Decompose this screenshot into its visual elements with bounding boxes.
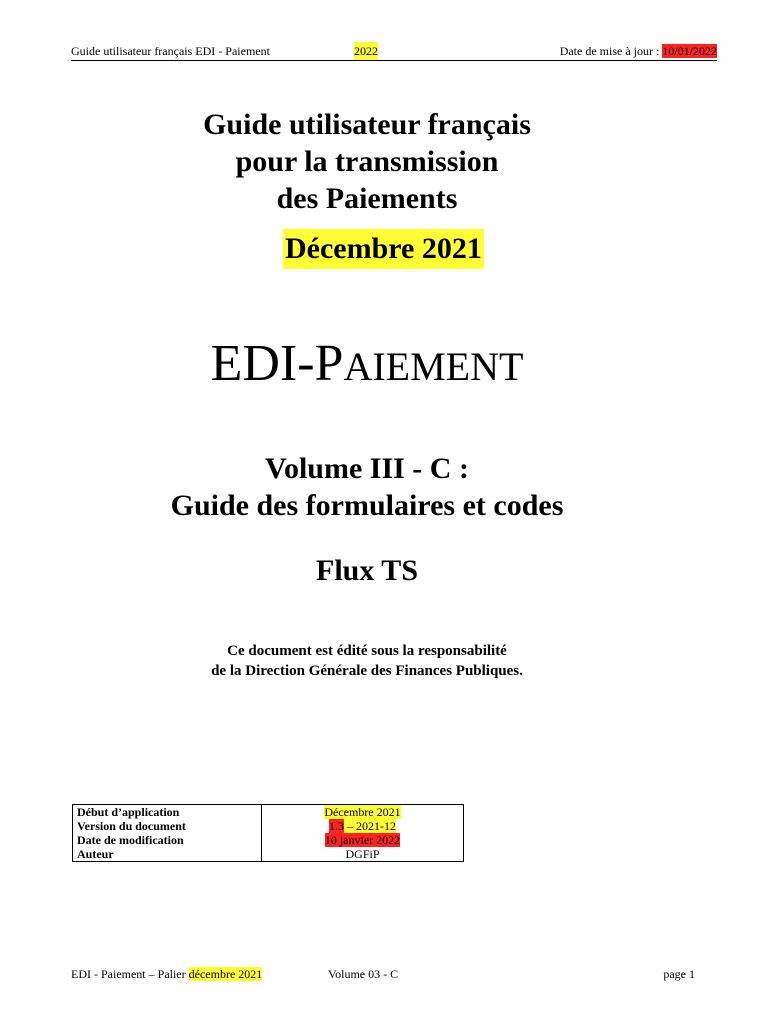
header-update-label: Date de mise à jour : [559, 44, 663, 58]
table-row [73, 847, 464, 862]
meta-key: Début d’application [73, 805, 262, 820]
volume-line-2: Guide des formulaires et codes [170, 489, 564, 522]
document-metadata-table [72, 804, 464, 862]
footer-edition [71, 965, 262, 983]
footer-volume: Volume 03 - C [328, 967, 399, 981]
meta-key: Date de modification [73, 833, 262, 847]
meta-key: Auteur [73, 847, 262, 862]
table-row [73, 833, 464, 847]
meta-value [262, 819, 464, 833]
meta-version-date: – 2021-12 [344, 819, 396, 833]
footer-edition-prefix: EDI - Paiement – Palier [71, 967, 189, 981]
product-name-part2: AIEMENT [343, 344, 524, 389]
meta-value [262, 805, 464, 820]
responsibility-statement [0, 641, 752, 681]
volume-title [0, 450, 752, 524]
footer-edition-date: décembre 2021 [188, 967, 263, 981]
title-line-3: des Paiements [276, 182, 458, 215]
meta-value-text: 10 janvier 2022 [324, 833, 401, 847]
document-title [0, 106, 752, 217]
page-number: page 1 [663, 967, 695, 981]
table-row [73, 805, 464, 820]
table-row [73, 819, 464, 833]
product-name [0, 334, 752, 397]
title-line-1: Guide utilisateur français [203, 108, 531, 141]
page-header [71, 42, 717, 61]
responsibility-line-1: Ce document est édité sous la responsabilité [227, 643, 507, 659]
meta-version-number: 1.3 [329, 819, 344, 833]
responsibility-line-2: de la Direction Générale des Finances Publiques. [211, 663, 523, 679]
header-year: 2022 [354, 44, 378, 58]
header-update [560, 42, 717, 60]
meta-value [262, 833, 464, 847]
meta-value: DGFiP [262, 847, 464, 862]
flux-title: Flux TS [316, 554, 418, 587]
title-line-2: pour la transmission [235, 145, 499, 178]
meta-key: Version du document [73, 819, 262, 833]
edition-date: Décembre 2021 [283, 229, 484, 269]
volume-line-1: Volume III - C : [265, 452, 469, 485]
meta-value-text: Décembre 2021 [324, 805, 401, 819]
page-footer [71, 965, 695, 983]
product-name-part1: EDI-P [210, 335, 344, 392]
header-doc-title: Guide utilisateur français EDI - Paiement [71, 44, 270, 58]
header-update-date: 10/01/2022 [662, 44, 717, 58]
